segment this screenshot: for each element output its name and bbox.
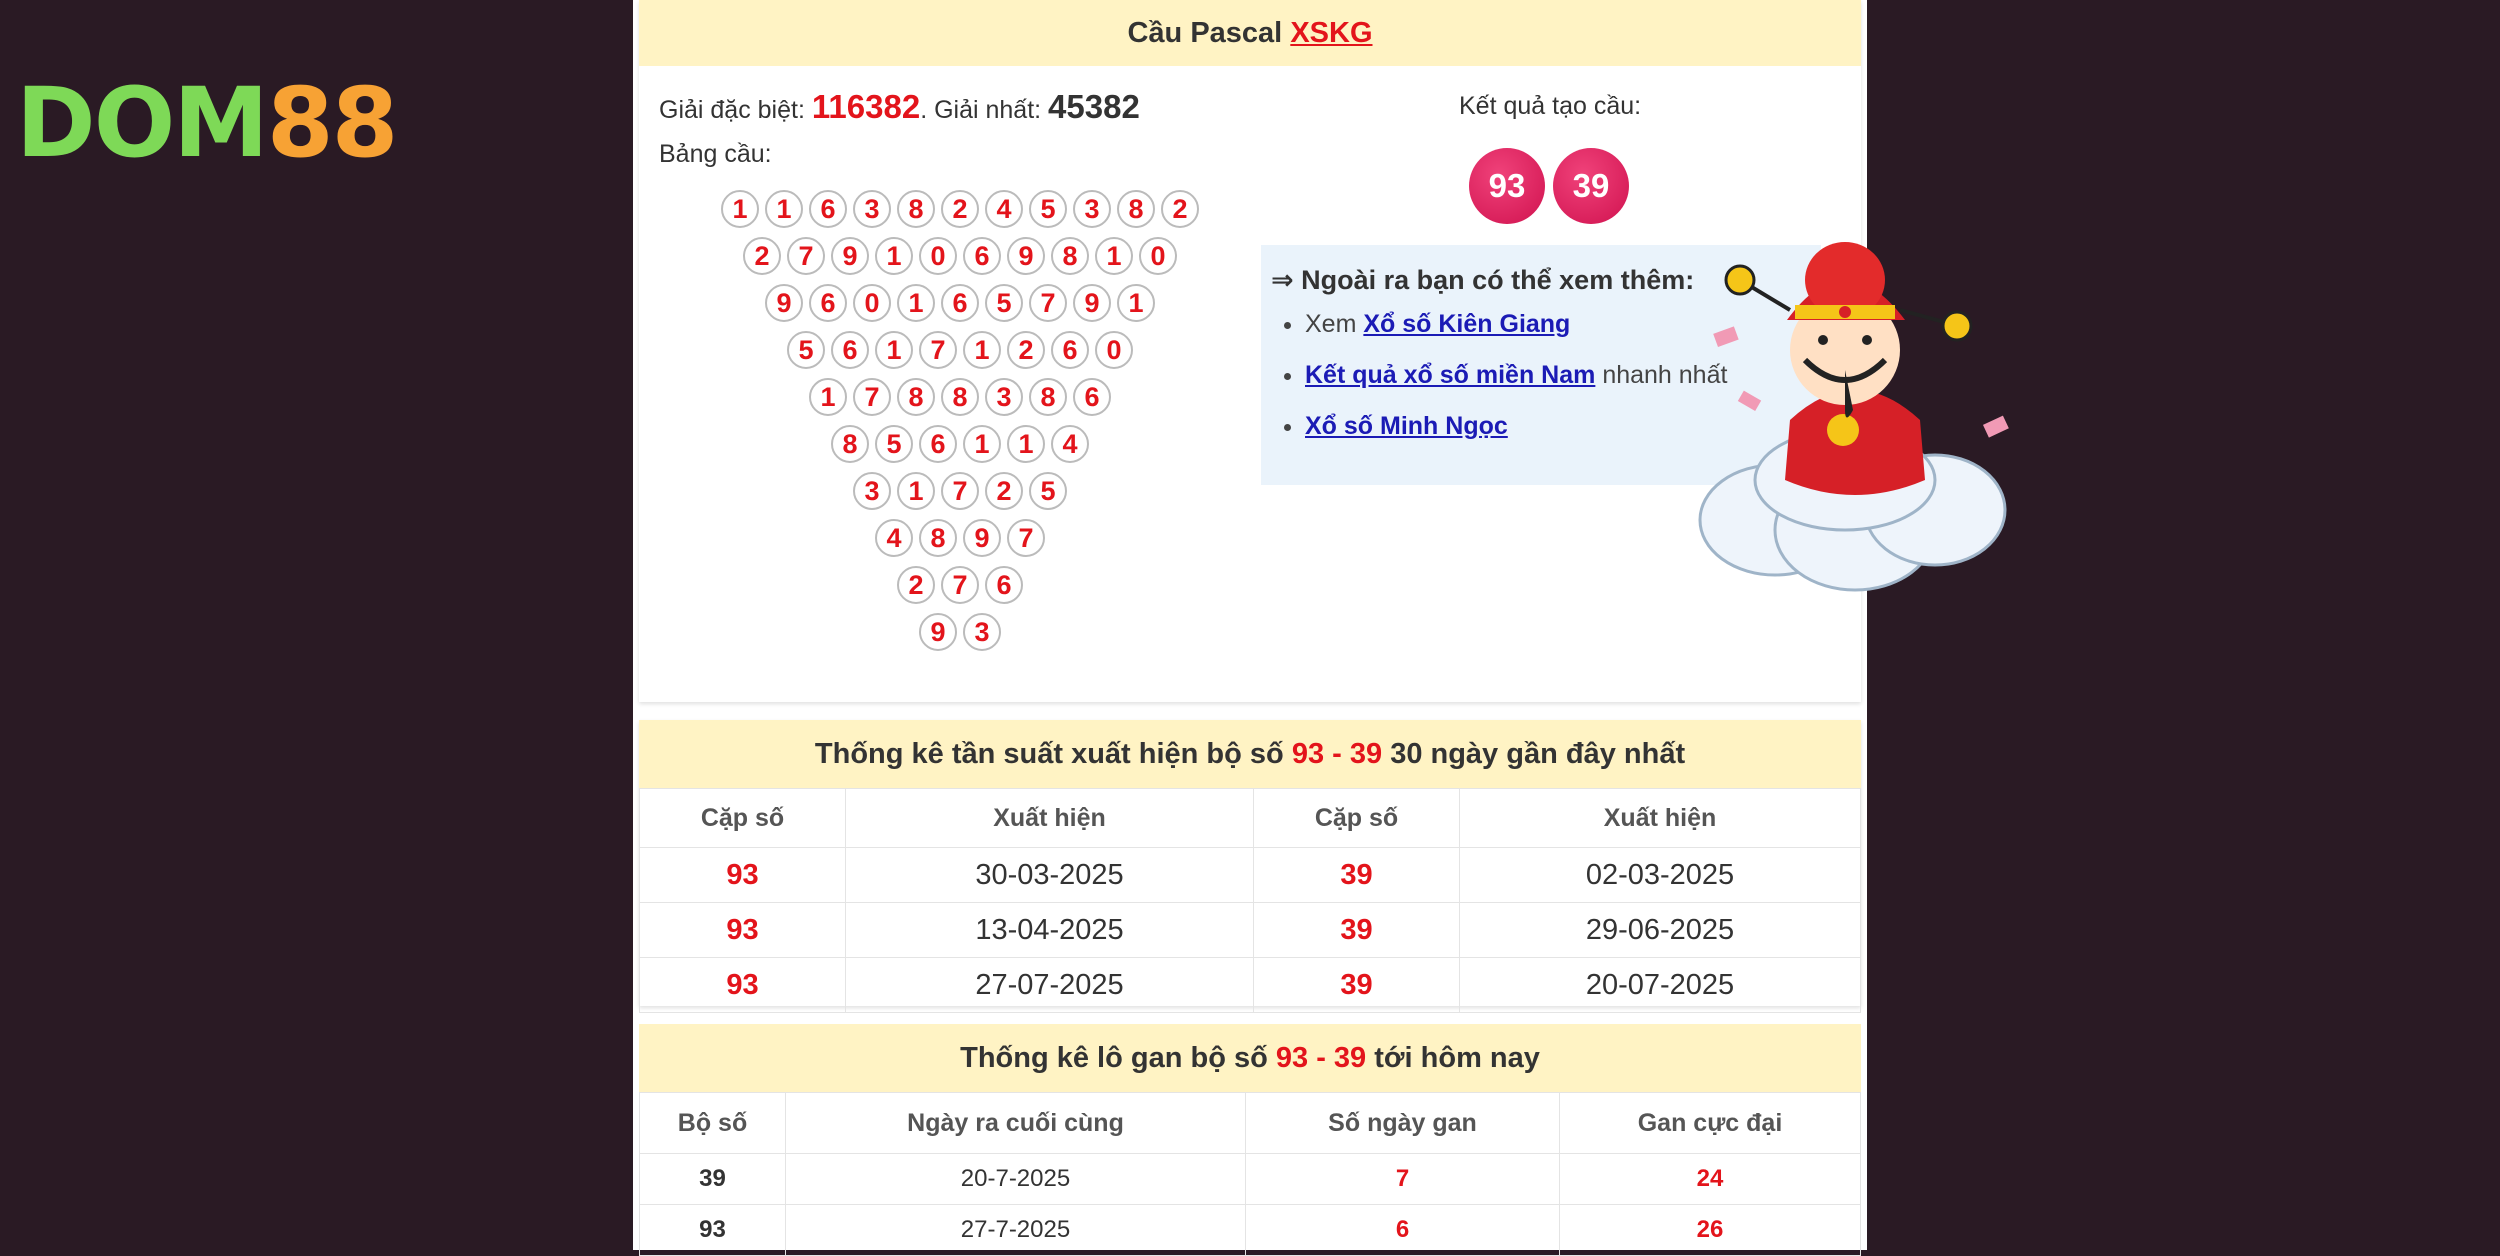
triangle-digit: 2 — [941, 190, 979, 228]
triangle-row — [699, 472, 1221, 519]
gan-days-cell: 7 — [1246, 1154, 1560, 1205]
special-prize-label: Giải đặc biệt: — [659, 96, 805, 124]
triangle-digit: 9 — [1073, 284, 1111, 322]
gan-max-cell: 26 — [1560, 1205, 1861, 1256]
pascal-title — [639, 0, 1861, 66]
pair-cell: 39 — [1254, 958, 1460, 1013]
triangle-digit: 8 — [831, 425, 869, 463]
col-header: Xuất hiện — [846, 789, 1254, 848]
pair-cell: 39 — [640, 1154, 786, 1205]
triangle-digit: 2 — [985, 472, 1023, 510]
god-of-wealth-mascot-icon — [1695, 210, 2045, 600]
triangle-digit: 6 — [809, 284, 847, 322]
result-balls — [1469, 148, 1629, 224]
gan-title-prefix: Thống kê lô gan bộ số — [960, 1042, 1268, 1074]
triangle-digit: 7 — [919, 331, 957, 369]
gan-title — [639, 1024, 1861, 1092]
triangle-digit: 9 — [963, 519, 1001, 557]
col-header: Xuất hiện — [1460, 789, 1861, 848]
triangle-digit: 6 — [963, 237, 1001, 275]
frequency-title — [639, 720, 1861, 788]
pair-cell: 93 — [640, 1205, 786, 1256]
frequency-title-pair: 93 - 39 — [1291, 738, 1383, 770]
gan-table — [639, 1092, 1861, 1256]
triangle-digit: 3 — [853, 190, 891, 228]
triangle-digit: 5 — [875, 425, 913, 463]
col-header: Số ngày gan — [1246, 1093, 1560, 1154]
triangle-digit: 8 — [1051, 237, 1089, 275]
first-prize-label: . Giải nhất: — [920, 96, 1042, 124]
triangle-digit: 3 — [1073, 190, 1111, 228]
triangle-row — [699, 378, 1221, 425]
triangle-digit: 7 — [1029, 284, 1067, 322]
triangle-digit: 2 — [897, 566, 935, 604]
triangle-digit: 9 — [831, 237, 869, 275]
triangle-digit: 1 — [875, 331, 913, 369]
gan-days-cell: 6 — [1246, 1205, 1560, 1256]
triangle-digit: 9 — [1007, 237, 1045, 275]
triangle-digit: 7 — [853, 378, 891, 416]
table-row — [640, 1154, 1861, 1205]
table-row — [640, 848, 1861, 903]
triangle-digit: 9 — [919, 613, 957, 651]
date-cell: 27-7-2025 — [786, 1205, 1246, 1256]
more-item2-suffix: nhanh nhất — [1602, 361, 1728, 389]
triangle-row — [699, 237, 1221, 284]
col-header: Bộ số — [640, 1093, 786, 1154]
col-header: Gan cực đại — [1560, 1093, 1861, 1154]
table-row — [640, 903, 1861, 958]
triangle-digit: 1 — [1117, 284, 1155, 322]
logo-dom-text: DOM — [16, 67, 267, 179]
triangle-digit: 8 — [897, 190, 935, 228]
triangle-digit: 1 — [1007, 425, 1045, 463]
pair-cell: 93 — [640, 848, 846, 903]
col-header: Ngày ra cuối cùng — [786, 1093, 1246, 1154]
logo-88-text: 88 — [266, 67, 397, 179]
triangle-digit: 1 — [809, 378, 847, 416]
minh-ngoc-link[interactable]: Xổ số Minh Ngọc — [1305, 412, 1508, 440]
pair-cell: 39 — [1254, 903, 1460, 958]
kien-giang-link[interactable]: Xổ số Kiên Giang — [1363, 310, 1571, 338]
pascal-title-prefix: Cầu Pascal — [1127, 17, 1283, 49]
triangle-digit: 6 — [1051, 331, 1089, 369]
triangle-digit: 1 — [1095, 237, 1133, 275]
triangle-digit: 7 — [941, 566, 979, 604]
triangle-digit: 0 — [1139, 237, 1177, 275]
triangle-digit: 0 — [1095, 331, 1133, 369]
triangle-row — [699, 613, 1221, 660]
triangle-digit: 6 — [941, 284, 979, 322]
gan-title-suffix: tới hôm nay — [1374, 1042, 1540, 1074]
triangle-digit: 2 — [743, 237, 781, 275]
triangle-digit: 0 — [853, 284, 891, 322]
table-header-row — [640, 789, 1861, 848]
triangle-row — [699, 331, 1221, 378]
triangle-row — [699, 519, 1221, 566]
frequency-section — [639, 720, 1861, 1006]
result-label: Kết quả tạo cầu: — [1459, 92, 1642, 120]
date-cell: 20-7-2025 — [786, 1154, 1246, 1205]
triangle-digit: 9 — [765, 284, 803, 322]
date-cell: 02-03-2025 — [1460, 848, 1861, 903]
triangle-digit: 6 — [809, 190, 847, 228]
triangle-digit: 6 — [985, 566, 1023, 604]
triangle-digit: 1 — [721, 190, 759, 228]
triangle-digit: 3 — [853, 472, 891, 510]
triangle-digit: 7 — [1007, 519, 1045, 557]
special-prize-value: 116382 — [811, 88, 921, 125]
triangle-digit: 4 — [875, 519, 913, 557]
pair-cell: 39 — [1254, 848, 1460, 903]
frequency-title-suffix: 30 ngày gần đây nhất — [1390, 738, 1686, 770]
frequency-table — [639, 788, 1861, 1013]
triangle-digit: 5 — [985, 284, 1023, 322]
triangle-digit: 8 — [897, 378, 935, 416]
date-cell: 30-03-2025 — [846, 848, 1254, 903]
pair-cell: 93 — [640, 958, 846, 1013]
triangle-row — [699, 566, 1221, 613]
col-header: Cặp số — [640, 789, 846, 848]
triangle-digit: 7 — [941, 472, 979, 510]
triangle-digit: 6 — [1073, 378, 1111, 416]
triangle-digit: 6 — [919, 425, 957, 463]
triangle-digit: 8 — [941, 378, 979, 416]
triangle-digit: 5 — [787, 331, 825, 369]
triangle-row — [699, 425, 1221, 472]
content-panel — [633, 0, 1867, 1250]
triangle-digit: 1 — [897, 472, 935, 510]
frequency-title-prefix: Thống kê tần suất xuất hiện bộ số — [814, 738, 1284, 770]
table-label: Bảng cầu: — [659, 140, 772, 168]
table-row — [640, 958, 1861, 1013]
triangle-digit: 4 — [985, 190, 1023, 228]
triangle-digit: 1 — [897, 284, 935, 322]
triangle-digit: 0 — [919, 237, 957, 275]
prize-line — [659, 88, 1140, 126]
triangle-digit: 8 — [1117, 190, 1155, 228]
date-cell: 13-04-2025 — [846, 903, 1254, 958]
triangle-row — [699, 190, 1221, 237]
triangle-digit: 8 — [1029, 378, 1067, 416]
triangle-digit: 2 — [1161, 190, 1199, 228]
result-ball: 39 — [1553, 148, 1629, 224]
gan-max-cell: 24 — [1560, 1154, 1861, 1205]
date-cell: 20-07-2025 — [1460, 958, 1861, 1013]
table-row — [640, 1205, 1861, 1256]
triangle-digit: 5 — [1029, 190, 1067, 228]
mien-nam-link[interactable]: Kết quả xổ số miền Nam — [1305, 361, 1596, 389]
triangle-digit: 1 — [875, 237, 913, 275]
triangle-row — [699, 284, 1221, 331]
triangle-digit: 7 — [787, 237, 825, 275]
triangle-digit: 1 — [963, 425, 1001, 463]
table-header-row — [640, 1093, 1861, 1154]
xskg-link[interactable]: XSKG — [1290, 17, 1373, 49]
date-cell: 29-06-2025 — [1460, 903, 1861, 958]
triangle-digit: 5 — [1029, 472, 1067, 510]
gan-section — [639, 1024, 1861, 1250]
more-title: ⇒ Ngoài ra bạn có thể xem thêm: — [1271, 265, 1695, 295]
result-ball: 93 — [1469, 148, 1545, 224]
date-cell: 27-07-2025 — [846, 958, 1254, 1013]
dom88-logo[interactable] — [16, 67, 397, 179]
pascal-triangle — [699, 190, 1221, 660]
triangle-digit: 6 — [831, 331, 869, 369]
gan-title-pair: 93 - 39 — [1275, 1042, 1367, 1074]
triangle-digit: 8 — [919, 519, 957, 557]
pair-cell: 93 — [640, 903, 846, 958]
triangle-digit: 1 — [963, 331, 1001, 369]
triangle-digit: 1 — [765, 190, 803, 228]
triangle-digit: 3 — [963, 613, 1001, 651]
triangle-digit: 4 — [1051, 425, 1089, 463]
more-item1-prefix: Xem — [1305, 310, 1357, 338]
pascal-section — [639, 0, 1861, 702]
first-prize-value: 45382 — [1048, 88, 1140, 125]
triangle-digit: 2 — [1007, 331, 1045, 369]
col-header: Cặp số — [1254, 789, 1460, 848]
triangle-digit: 3 — [985, 378, 1023, 416]
